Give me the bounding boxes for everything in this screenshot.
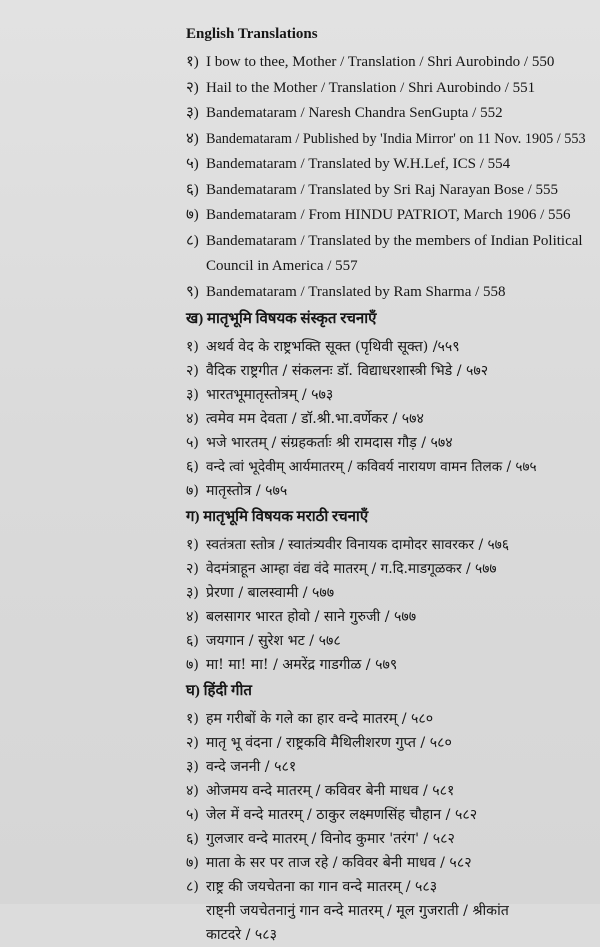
section-title: English Translations bbox=[186, 26, 318, 42]
list-item bbox=[186, 383, 600, 407]
entry-number: ४) bbox=[186, 130, 199, 147]
entry-text: मा! मा! मा! / अमरेंद्र गाडगीळ / ५७९ bbox=[206, 657, 398, 673]
entry-number: ८) bbox=[186, 879, 199, 895]
entry-text: राष्ट्र की जयचेतना का गान वन्दे मातरम् / ५८३ bbox=[206, 879, 438, 895]
entry-number: ३) bbox=[186, 759, 199, 775]
entry-text: त्वमेव मम देवता / डॉ.श्री.भा.वर्णेकर / ५७४ bbox=[206, 411, 424, 427]
entry-text: वेदमंत्राहून आम्हा वंद्य वंदे मातरम् / ग.दि.माडगूळकर / ५७७ bbox=[206, 561, 497, 577]
entry-number: ७) bbox=[186, 483, 199, 499]
section-title: घ) हिंदी गीत bbox=[186, 683, 252, 699]
list-item bbox=[186, 178, 600, 204]
entry-text: Hail to the Mother / Translation / Shri Aurobindo / 551 bbox=[206, 79, 536, 96]
list-item bbox=[186, 127, 600, 153]
list-item bbox=[186, 629, 600, 653]
list-item bbox=[186, 229, 600, 280]
entry-number: २) bbox=[186, 735, 199, 751]
entry-number: ४) bbox=[186, 609, 199, 625]
entry-text: Bandemataram / Translated by Ram Sharma / 558 bbox=[206, 283, 506, 300]
list-item bbox=[186, 779, 600, 803]
list-item bbox=[186, 76, 600, 102]
entry-text: वन्दे त्वां भूदेवीम् आर्यमातरम् / कविवर्य नारायण वामन तिलक / ५७५ bbox=[206, 459, 537, 475]
entry-text: राष्ट्नी जयचेतनानुं गान वन्दे मातरम् / मूल गुजराती / श्रीकांत काटदरे / ५८३ bbox=[206, 903, 509, 943]
entry-number: ४) bbox=[186, 783, 199, 799]
entry-number: ५) bbox=[186, 807, 199, 823]
list-item bbox=[186, 707, 600, 731]
list-item bbox=[186, 899, 600, 947]
list-item bbox=[186, 557, 600, 581]
entry-number: ८) bbox=[186, 232, 199, 249]
entry-number: ३) bbox=[186, 387, 199, 403]
list-item bbox=[186, 335, 600, 359]
entry-number: ६) bbox=[186, 831, 199, 847]
section-hindi bbox=[186, 679, 600, 947]
entry-text: भजे भारतम् / संग्रहकर्ताः श्री रामदास गौड़ / ५७४ bbox=[206, 435, 453, 451]
entry-number: ६) bbox=[186, 633, 199, 649]
entry-text: अथर्व वेद के राष्ट्रभक्ति सूक्त (पृथिवी सूक्त) /५५९ bbox=[206, 339, 460, 355]
list-item bbox=[186, 455, 600, 479]
entry-number: ५) bbox=[186, 435, 199, 451]
entry-text: Bandemataram / Translated by the members of Indian Political Council in America / 557 bbox=[206, 232, 583, 274]
entry-text: माता के सर पर ताज रहे / कविवर बेनी माधव / ५८२ bbox=[206, 855, 472, 871]
entry-number: ६) bbox=[186, 181, 199, 198]
entry-number: १) bbox=[186, 711, 199, 727]
entry-text: जयगान / सुरेश भट / ५७८ bbox=[206, 633, 341, 649]
section-marathi bbox=[186, 505, 600, 677]
entry-text: जेल में वन्दे मातरम् / ठाकुर लक्ष्मणसिंह चौहान / ५८२ bbox=[206, 807, 478, 823]
list-item bbox=[186, 875, 600, 899]
entry-number: २) bbox=[186, 79, 199, 96]
entry-number: २) bbox=[186, 561, 199, 577]
entry-number: ६) bbox=[186, 459, 199, 475]
entry-text: Bandemataram / Naresh Chandra SenGupta / 552 bbox=[206, 105, 503, 121]
entry-text: हम गरीबों के गले का हार वन्दे मातरम् / ५८० bbox=[206, 711, 434, 727]
list-item bbox=[186, 653, 600, 677]
entry-text: प्रेरणा / बालस्वामी / ५७७ bbox=[206, 585, 335, 601]
entry-number: १) bbox=[186, 537, 199, 553]
list-item bbox=[186, 152, 600, 178]
section-title: ग) मातृभूमि विषयक मराठी रचनाएँ bbox=[186, 509, 369, 525]
entry-text: Bandemataram / Translated by W.H.Lef, ICS / 554 bbox=[206, 156, 511, 172]
list-item bbox=[186, 755, 600, 779]
entry-text: ओजमय वन्दे मातरम् / कविवर बेनी माधव / ५८१ bbox=[206, 783, 455, 799]
list-item bbox=[186, 803, 600, 827]
list-item bbox=[186, 581, 600, 605]
entry-text: वन्दे जननी / ५८१ bbox=[206, 759, 297, 775]
entry-list bbox=[186, 335, 600, 503]
entry-number: ३) bbox=[186, 105, 199, 121]
entry-list bbox=[186, 50, 600, 305]
entry-number: ४) bbox=[186, 411, 199, 427]
entry-text: Bandemataram / From HINDU PATRIOT, March 1906 / 556 bbox=[206, 207, 571, 223]
entry-number: ९) bbox=[186, 283, 199, 300]
list-item bbox=[186, 50, 600, 76]
entry-number: ७) bbox=[186, 855, 199, 871]
list-item bbox=[186, 280, 600, 306]
entry-text: गुलजार वन्दे मातरम् / विनोद कुमार 'तरंग' / ५८२ bbox=[206, 831, 455, 847]
list-item bbox=[186, 605, 600, 629]
list-item bbox=[186, 431, 600, 455]
entry-number: १) bbox=[186, 339, 199, 355]
section-sanskrit bbox=[186, 307, 600, 503]
entry-number: ७) bbox=[186, 657, 199, 673]
section-title: ख) मातृभूमि विषयक संस्कृत रचनाएँ bbox=[186, 311, 377, 327]
entry-number: २) bbox=[186, 363, 199, 379]
entry-list bbox=[186, 707, 600, 947]
list-item bbox=[186, 851, 600, 875]
entry-text: I bow to thee, Mother / Translation / Shri Aurobindo / 550 bbox=[206, 54, 555, 70]
entry-text: बलसागर भारत होवो / साने गुरुजी / ५७७ bbox=[206, 609, 417, 625]
list-item bbox=[186, 101, 600, 127]
list-item bbox=[186, 533, 600, 557]
list-item bbox=[186, 827, 600, 851]
entry-number: ३) bbox=[186, 585, 199, 601]
entry-text: Bandemataram / Translated by Sri Raj Narayan Bose / 555 bbox=[206, 181, 559, 198]
entry-text: भारतभूमातृस्तोत्रम् / ५७३ bbox=[206, 387, 334, 403]
entry-text: Bandemataram / Published by 'India Mirror' on 11 Nov. 1905 / 553 bbox=[206, 130, 586, 147]
entry-number: ७) bbox=[186, 207, 199, 223]
entry-text: मातृ भू वंदना / राष्ट्रकवि मैथिलीशरण गुप्त / ५८० bbox=[206, 735, 452, 751]
list-item bbox=[186, 731, 600, 755]
list-item bbox=[186, 479, 600, 503]
list-item bbox=[186, 407, 600, 431]
list-item bbox=[186, 359, 600, 383]
list-item bbox=[186, 203, 600, 229]
entry-text: वैदिक राष्ट्रगीत / संकलनः डॉ. विद्याधरशास्त्री भिडे / ५७२ bbox=[206, 363, 489, 379]
entry-list bbox=[186, 533, 600, 677]
entry-number: १) bbox=[186, 54, 199, 70]
entry-text: मातृस्तोत्र / ५७५ bbox=[206, 483, 288, 499]
entry-text: स्वतंत्रता स्तोत्र / स्वातंत्र्यवीर विनायक दामोदर सावरकर / ५७६ bbox=[206, 537, 510, 553]
section-english-translations bbox=[186, 22, 600, 305]
entry-number: ५) bbox=[186, 156, 199, 172]
